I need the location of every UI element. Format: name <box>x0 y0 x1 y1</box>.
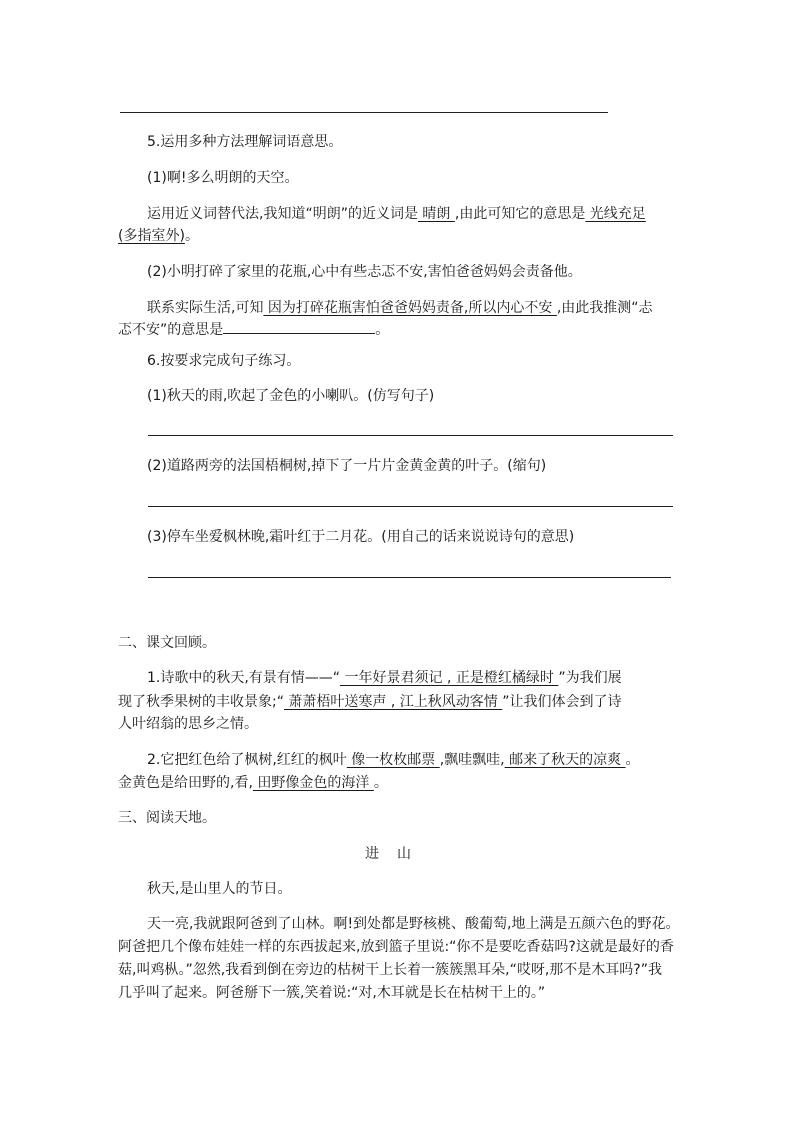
q6-answer-line-2[interactable] <box>148 506 673 507</box>
q5-s1-answer-line-1 <box>147 204 646 224</box>
q5-s1-answer-meaning-b: (多指室外) <box>118 228 185 244</box>
sec2-q2-line-2 <box>118 773 388 793</box>
story-paragraph-2-line-2: 阿爸把几个像布娃娃一样的东西拔起来,放到篮子里说:“你不是要吃香菇吗?这就是最好的香 <box>118 939 674 955</box>
story-paragraph-2-line-4: 几乎叫了起来。阿爸掰下一簇,笑着说:“对,木耳就是长在枯树干上的。” <box>118 985 546 1001</box>
q5-s2-text-b: ,由此我推测“忐 <box>556 300 653 316</box>
sec2-q2-period: 。 <box>373 775 388 791</box>
sec2-q1-text-d: ”让我们体会到了诗 <box>502 694 622 710</box>
q5-sentence-2: (2)小明打碎了家里的花瓶,心中有些忐忑不安,害怕爸爸妈妈会责备他。 <box>147 264 582 280</box>
q5-s2-text-c: 忑不安”的意思是 <box>118 322 224 338</box>
sec2-q1-answer-3: 萧萧梧叶送寒声 <box>283 694 391 710</box>
sec2-q1-comma-2: , <box>390 694 396 710</box>
q6-sentence-1: (1)秋天的雨,吹起了金色的小喇叭。(仿写句子) <box>147 388 435 404</box>
q5-s2-answer-line-2 <box>118 319 389 340</box>
story-title-text: 进山 <box>365 846 429 862</box>
story-title <box>0 844 794 864</box>
q5-s2-period: 。 <box>375 322 390 338</box>
q5-s2-text-a: 联系实际生活,可知 <box>147 300 264 316</box>
q5-s1-answer-meaning-a: 光线充足 <box>585 206 646 222</box>
sec2-q1-answer-4: 江上秋风动客情 <box>395 694 503 710</box>
sec2-q1-text-b: ”为我们展 <box>558 670 622 686</box>
sec2-q2-text-a: 2.它把红色给了枫树,红红的枫叶 <box>147 752 347 768</box>
q5-s1-answer-synonym: 晴朗 <box>417 206 455 222</box>
sec2-q1-text-a: 1.诗歌中的秋天,有景有情——“ <box>147 670 341 686</box>
q6-sentence-2: (2)道路两旁的法国梧桐树,掉下了一片片金黄金黄的叶子。(缩句) <box>147 458 547 474</box>
sec2-q1-answer-2: 正是橙红橘绿时 <box>451 670 559 686</box>
sec2-q1-line-1 <box>147 668 622 688</box>
q5-s1-text-b: ,由此可知它的意思是 <box>454 206 586 222</box>
q6-answer-line-3[interactable] <box>148 577 671 578</box>
q5-s1-text-a: 运用近义词替代法,我知道“明朗”的近义词是 <box>147 206 418 222</box>
top-rule <box>120 112 608 113</box>
story-paragraph-1: 秋天,是山里人的节日。 <box>147 881 292 897</box>
q5-s2-blank[interactable] <box>223 319 375 334</box>
q5-s2-answer-reason: 因为打碎花瓶害怕爸爸妈妈责备,所以内心不安 <box>263 300 557 316</box>
sec2-q1-comma-1: , <box>446 670 452 686</box>
sec2-q2-answer-1: 像一枚枚邮票 <box>346 752 440 768</box>
sec2-q2-answer-3: 田野像金色的海洋 <box>252 775 374 791</box>
sec2-q2-answer-2: 邮来了秋天的凉爽 <box>504 752 626 768</box>
q5-title: 5.运用多种方法理解词语意思。 <box>147 134 343 150</box>
section-2-title: 二、课文回顾。 <box>118 635 216 651</box>
sec2-q1-text-c: 现了秋季果树的丰收景象;“ <box>118 694 284 710</box>
sec2-q2-text-b: ,飘哇飘哇, <box>439 752 505 768</box>
story-paragraph-2-line-3: 菇,叫鸡枞。”忽然,我看到倒在旁边的枯树干上长着一簇簇黑耳朵,“哎呀,那不是木耳吗?”我 <box>118 962 662 978</box>
sec2-q2-text-d: 金黄色是给田野的,看, <box>118 775 253 791</box>
q5-s2-answer-line-1 <box>147 298 653 318</box>
sec2-q2-line-1 <box>147 750 640 770</box>
sec2-q1-line-3: 人叶绍翁的思乡之情。 <box>118 716 258 732</box>
sec2-q2-text-c: 。 <box>625 752 640 768</box>
q6-answer-line-1[interactable] <box>148 435 673 436</box>
q5-s1-period: 。 <box>184 228 199 244</box>
q6-title: 6.按要求完成句子练习。 <box>147 353 301 369</box>
q5-sentence-1: (1)啊!多么明朗的天空。 <box>147 170 299 186</box>
q5-s1-answer-line-2 <box>118 226 199 246</box>
q6-sentence-3: (3)停车坐爱枫林晚,霜叶红于二月花。(用自己的话来说说诗句的意思) <box>147 529 575 545</box>
sec2-q1-line-2 <box>118 692 622 712</box>
section-3-title: 三、阅读天地。 <box>118 810 216 826</box>
story-paragraph-2-line-1: 天一亮,我就跟阿爸到了山林。啊!到处都是野核桃、酸葡萄,地上满是五颜六色的野花。 <box>147 916 680 932</box>
sec2-q1-answer-1: 一年好景君须记 <box>340 670 447 686</box>
